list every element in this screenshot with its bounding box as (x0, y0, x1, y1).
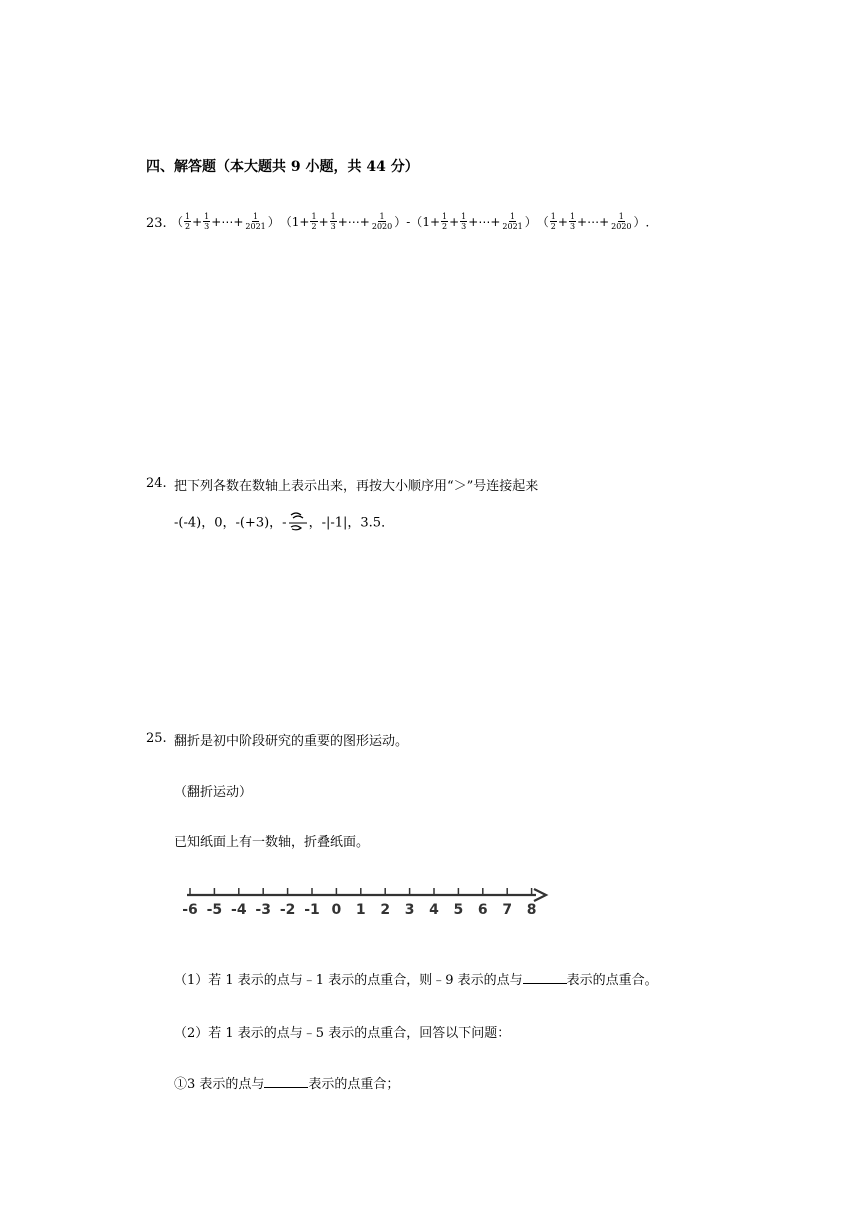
number-line-label: 6 (477, 902, 488, 918)
number-line-label: 0 (331, 902, 342, 918)
denominator: 3 (330, 222, 336, 231)
denominator: 3 (204, 222, 210, 231)
plus-sign: + (192, 214, 203, 229)
question-25-part1 (174, 969, 658, 988)
ellipsis: ⋯ (347, 214, 360, 229)
denominator: 2021 (245, 222, 266, 231)
period: ． (645, 215, 658, 229)
fraction-1-2 (310, 212, 317, 231)
ellipsis: ⋯ (587, 214, 600, 229)
number-line-label: 2 (380, 902, 391, 918)
fraction-1-2 (441, 212, 448, 231)
open-paren: （ (279, 215, 292, 229)
fraction-1-3 (460, 212, 467, 231)
question-24-numbers (174, 510, 394, 536)
fraction-1-2020 (371, 212, 393, 231)
number-line-label: 3 (404, 902, 415, 918)
fraction-1-2021 (501, 212, 523, 231)
number-line-label: 5 (453, 902, 464, 918)
close-paren: ） (394, 215, 407, 229)
number-line-label: 1 (355, 902, 366, 918)
number-line-label: 7 (502, 902, 513, 918)
plus-sign: + (577, 214, 588, 229)
plus-sign: + (449, 214, 460, 229)
number-line-label: -1 (304, 902, 320, 918)
sub1-text-b: 表示的点重合； (308, 1077, 400, 1092)
fraction-1-2021 (244, 212, 266, 231)
part1-text-a: （1）若 1 表示的点与﹣1 表示的点重合，则﹣9 表示的点与 (174, 973, 523, 988)
question-24-prompt: 把下列各数在数轴上表示出来，再按大小顺序用“＞”号连接起来 (174, 479, 539, 494)
plus-sign: + (233, 214, 244, 229)
denominator: 2 (442, 222, 448, 231)
numerator: 1 (510, 212, 516, 221)
numerator: 1 (311, 212, 317, 221)
part1-text-b: 表示的点重合。 (566, 973, 658, 988)
question-25-subtitle: （翻折运动） (174, 785, 253, 800)
numerator: 1 (442, 212, 448, 221)
denominator: 2021 (502, 222, 523, 231)
numerator: 1 (461, 212, 467, 221)
plus-sign: + (359, 214, 370, 229)
numerator: 1 (330, 212, 336, 221)
answer-blank[interactable] (264, 1075, 308, 1088)
denominator: 3 (461, 222, 467, 231)
ellipsis: ⋯ (478, 214, 491, 229)
question-23-number: 23. (146, 216, 167, 231)
fraction-1-2 (550, 212, 557, 231)
answer-blank[interactable] (523, 971, 567, 984)
numerator: 1 (253, 212, 259, 221)
numerator: 1 (618, 212, 624, 221)
question-25-sub1 (174, 1073, 399, 1092)
open-paren: （ (410, 215, 423, 229)
denominator: 3 (569, 222, 576, 231)
close-paren: ） (633, 215, 646, 229)
question-25-intro: 翻折是初中阶段研究的重要的图形运动。 (174, 734, 409, 749)
denominator: 2 (550, 222, 556, 231)
number-line-label: -6 (182, 902, 198, 918)
question-24-number: 24. (146, 476, 167, 491)
numerator: 1 (185, 212, 191, 221)
number-list-part1: -(-4)，0，-(+3)，- (174, 515, 287, 531)
section-title: 四、解答题（本大题共 9 小题，共 44 分） (146, 159, 419, 175)
denominator: 2 (185, 222, 191, 231)
number-list-part2: ，-|-1|，3.5． (308, 515, 395, 531)
plus-sign: + (211, 214, 222, 229)
denominator: 2 (311, 222, 317, 231)
plus-sign: + (318, 214, 329, 229)
number-line-figure (180, 884, 560, 920)
fraction-1-3 (203, 212, 210, 231)
question-23-expression (171, 212, 658, 231)
sub1-text-a: ①3 表示的点与 (174, 1077, 265, 1092)
number-line-label: -4 (231, 902, 247, 918)
plus-sign: + (337, 214, 348, 229)
number-line-label: -5 (206, 902, 223, 918)
number-line-svg (180, 884, 560, 920)
illegible-fraction-image (287, 510, 309, 536)
open-paren: （ (171, 215, 184, 229)
denominator: 2020 (611, 222, 632, 231)
plus-sign: + (490, 214, 501, 229)
number-line-label: 4 (429, 902, 439, 918)
numerator: 1 (569, 212, 576, 221)
number-line-label: -2 (279, 902, 296, 918)
one-plus: 1+ (422, 214, 441, 229)
one-plus: 1+ (291, 214, 310, 229)
numerator: 1 (379, 212, 385, 221)
question-25-number: 25. (146, 731, 167, 746)
ellipsis: ⋯ (221, 214, 234, 229)
number-line-label: 8 (526, 902, 537, 918)
number-line-label: -3 (255, 902, 271, 918)
close-paren: ） (267, 215, 280, 229)
question-25-given: 已知纸面上有一数轴，折叠纸面。 (174, 835, 370, 850)
denominator: 2020 (371, 222, 393, 231)
numerator: 1 (204, 212, 210, 221)
fraction-1-2020 (610, 212, 632, 231)
plus-sign: + (557, 214, 568, 229)
fraction-1-3 (330, 212, 337, 231)
fraction-1-3 (569, 212, 576, 231)
plus-sign: + (599, 214, 610, 229)
close-paren: ） (524, 215, 537, 229)
minus-sign: - (406, 214, 411, 229)
fraction-1-2 (184, 212, 191, 231)
numerator: 1 (550, 212, 556, 221)
plus-sign: + (468, 214, 479, 229)
open-paren: （ (536, 215, 549, 229)
question-25-part2: （2）若 1 表示的点与﹣5 表示的点重合，回答以下问题： (174, 1026, 511, 1041)
